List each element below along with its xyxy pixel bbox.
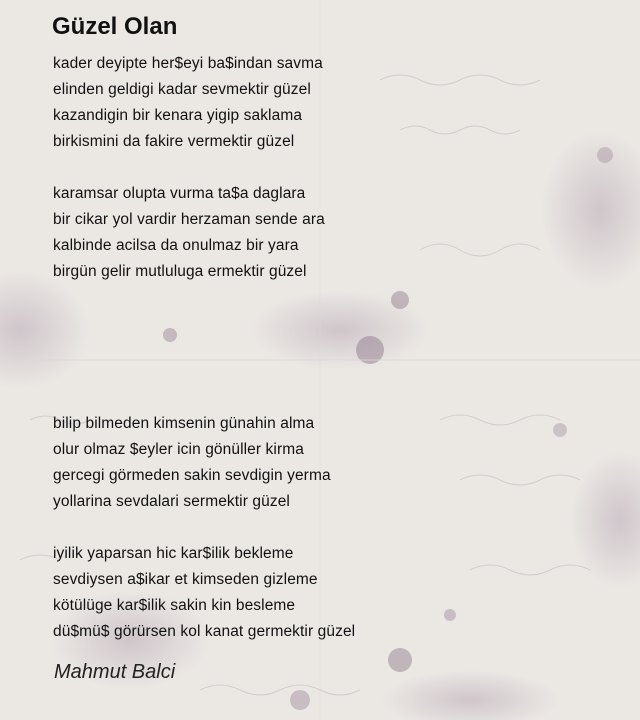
poem-line: yollarina sevdalari sermektir güzel [53, 493, 290, 510]
stanza-3 [53, 411, 331, 515]
poem-line: olur olmaz $eyler icin gönüller kirma [53, 441, 304, 458]
stanza-1 [53, 51, 323, 155]
stanza-4 [53, 541, 355, 645]
poem-line: bilip bilmeden kimsenin günahin alma [53, 415, 315, 432]
poem-line: bir cikar yol vardir herzaman sende ara [53, 211, 325, 228]
poem-title: Güzel Olan [52, 13, 178, 40]
stanza-2 [53, 181, 325, 285]
poem-line: kader deyipte her$eyi ba$indan savma [53, 55, 323, 72]
poem-line: birgün gelir mutluluga ermektir güzel [53, 263, 307, 280]
poem-line: karamsar olupta vurma ta$a daglara [53, 185, 306, 202]
poem-line: kazandigin bir kenara yigip saklama [53, 107, 303, 124]
poem-line: sevdiysen a$ikar et kimseden gizleme [53, 571, 318, 588]
poem-line: kalbinde acilsa da onulmaz bir yara [53, 237, 299, 254]
poem-author: Mahmut Balci [54, 661, 176, 683]
poem-line: elinden geldigi kadar sevmektir güzel [53, 81, 311, 98]
poem-line: kötülüge kar$ilik sakin kin besleme [53, 597, 296, 614]
poem-line: birkismini da fakire vermektir güzel [53, 133, 295, 150]
poem-line: gercegi görmeden sakin sevdigin yerma [53, 467, 331, 484]
poem-line: iyilik yaparsan hic kar$ilik bekleme [53, 545, 294, 562]
poem-line: dü$mü$ görürsen kol kanat germektir güzel [53, 623, 356, 640]
